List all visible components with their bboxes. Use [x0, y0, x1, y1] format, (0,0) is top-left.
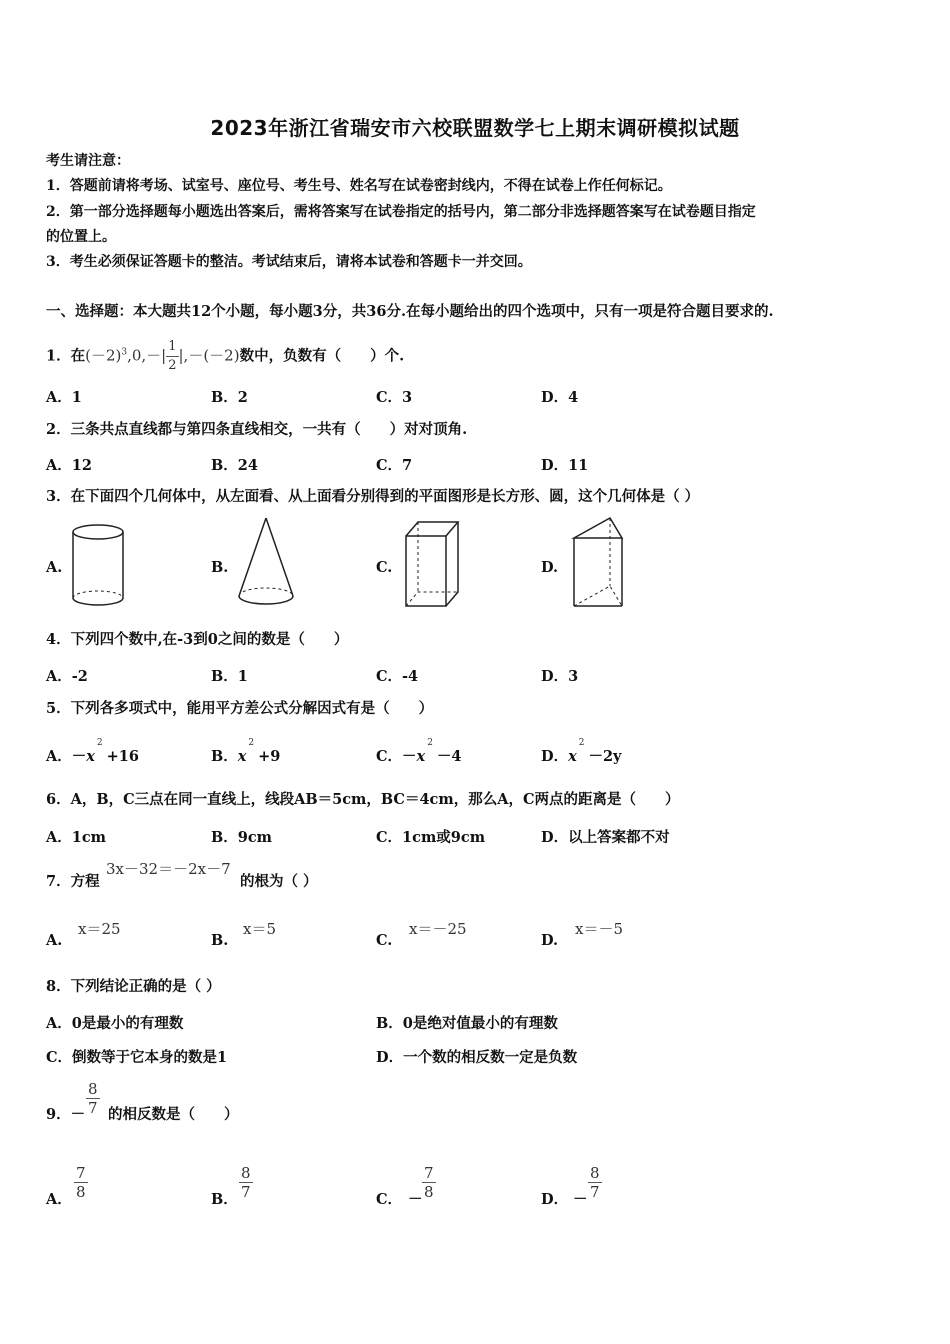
q1-option-c: C．3 — [376, 389, 413, 406]
q4-option-d: D．3 — [541, 668, 579, 685]
q9-option-d-label: D． — [541, 1191, 569, 1208]
q1-prefix: 1．在 — [46, 347, 86, 365]
q4-stem: 4．下列四个数中,在-3到0之间的数是（ ） — [46, 631, 349, 648]
q1-expr-a: (－2) — [85, 346, 122, 365]
q6-option-a: A．1cm — [46, 829, 107, 846]
q3-option-c-label: C. — [376, 559, 393, 576]
q9-option-a-den: 8 — [76, 1183, 86, 1201]
q5-option-c-var: x — [416, 748, 426, 765]
q9-option-c-fraction — [422, 1164, 436, 1201]
q7-option-a-value: x＝25 — [78, 920, 121, 938]
q9-option-c-label: C． — [376, 1191, 403, 1208]
q7-option-d-label: D. — [541, 932, 559, 949]
rectangular-prism-icon — [402, 520, 464, 610]
q5-option-c-exp: 2 — [427, 738, 433, 748]
q1-expr-b: ,0,－| — [127, 346, 167, 365]
q9-fraction-numerator: 8 — [88, 1080, 98, 1098]
q1-fraction — [166, 338, 178, 375]
q7-option-d-value: x＝－5 — [575, 920, 624, 938]
q5-stem: 5．下列各多项式中，能用平方差公式分解因式有是（ ） — [46, 700, 434, 717]
q2-stem: 2．三条共点直线都与第四条直线相交，一共有（ ）对对顶角. — [46, 421, 468, 438]
q3-option-a-label: A. — [46, 559, 63, 576]
q5-option-a-var: x — [86, 748, 95, 765]
q6-option-b: B．9cm — [211, 829, 273, 846]
q4-option-a: A．-2 — [46, 668, 88, 685]
q9-option-d-sign: － — [573, 1191, 588, 1208]
q2-option-a: A．12 — [46, 457, 92, 474]
q9-fraction — [86, 1080, 100, 1117]
q5-option-d-exp: 2 — [578, 738, 585, 748]
q2-option-b: B．24 — [211, 457, 258, 474]
q2-option-c: C．7 — [376, 457, 413, 474]
q5-option-a-rest: +16 — [106, 748, 139, 765]
q6-stem: 6．A，B，C三点在同一直线上，线段AB＝5cm，BC＝4cm，那么A，C两点的距离是（ ） — [46, 791, 680, 808]
q5-option-c-sign: － — [402, 748, 417, 765]
q5-option-d — [541, 738, 622, 766]
q4-option-b: B．1 — [211, 668, 248, 685]
q5-option-d-var: x — [568, 748, 577, 765]
q9-option-a-num: 7 — [76, 1164, 86, 1182]
q6-option-c: C．1cm或9cm — [376, 829, 486, 846]
q1-fraction-denominator: 2 — [168, 358, 177, 373]
q1-option-b: B．2 — [211, 389, 248, 406]
q1-option-d: D．4 — [541, 389, 579, 406]
q1-fraction-numerator: 1 — [166, 338, 178, 357]
q9-option-b-label: B． — [211, 1191, 238, 1208]
q9-option-c-sign: － — [408, 1191, 423, 1208]
q9-option-c-num: 7 — [424, 1164, 434, 1182]
q7-option-c-value: x＝－25 — [409, 920, 467, 938]
notice-2: 2．第一部分选择题每小题选出答案后，需将答案写在试卷指定的括号内，第二部分非选择题答案写在试卷题目指定 — [46, 204, 756, 220]
q9-fraction-denominator: 7 — [88, 1099, 98, 1117]
q9-option-b-den: 7 — [241, 1183, 251, 1201]
q8-option-c: C．倒数等于它本身的数是1 — [46, 1049, 228, 1066]
q9-option-d-den: 7 — [590, 1183, 600, 1201]
q8-stem: 8．下列结论正确的是（ ） — [46, 978, 221, 995]
q5-option-c — [376, 738, 462, 766]
q1-expr-a-exponent: 3 — [121, 347, 128, 358]
q7-option-a-label: A. — [46, 932, 63, 949]
q3-option-d-label: D. — [541, 559, 559, 576]
cylinder-icon — [70, 522, 130, 608]
q9-option-c-den: 8 — [424, 1183, 434, 1201]
triangular-prism-icon — [568, 516, 630, 610]
q5-option-b-rest: +9 — [258, 748, 281, 765]
q5-option-b-var: x — [237, 748, 247, 765]
q5-option-a — [46, 738, 139, 766]
q5-option-b-label: B． — [211, 748, 238, 765]
notice-2-cont: 的位置上。 — [46, 229, 116, 245]
q3-stem: 3．在下面四个几何体中，从左面看、从上面看分别得到的平面图形是长方形、圆，这个几何体是（ ） — [46, 488, 700, 505]
q1-stem — [46, 338, 404, 375]
q2-option-d: D．11 — [541, 457, 589, 474]
q7-suffix: 的根为（ ） — [240, 873, 318, 890]
q8-option-b: B．0是绝对值最小的有理数 — [376, 1015, 558, 1032]
q5-option-a-exp: 2 — [96, 738, 103, 748]
q8-option-a: A．0是最小的有理数 — [46, 1015, 184, 1032]
section-heading: 一、选择题：本大题共12个小题，每小题3分，共36分.在每小题给出的四个选项中，只有一项是符合题目要求的. — [46, 303, 774, 320]
q9-option-a-fraction — [74, 1164, 88, 1201]
q9-prefix: 9．－ — [46, 1106, 86, 1123]
cone-icon — [236, 516, 298, 608]
q7-option-b-value: x＝5 — [243, 920, 277, 938]
q4-option-c: C．-4 — [376, 668, 419, 685]
q7-prefix: 7．方程 — [46, 873, 100, 890]
q8-option-d: D．一个数的相反数一定是负数 — [376, 1049, 578, 1066]
q9-option-d-fraction — [588, 1164, 602, 1201]
q7-option-b-label: B. — [211, 932, 229, 949]
q9-option-b-fraction — [239, 1164, 253, 1201]
q6-option-d: D．以上答案都不对 — [541, 829, 670, 846]
q5-option-d-rest: －2y — [588, 748, 622, 765]
notice-heading: 考生请注意： — [46, 153, 130, 169]
q1-expr-c: |,－(－2) — [178, 346, 240, 365]
q5-option-d-label: D． — [541, 748, 569, 765]
q9-option-b-num: 8 — [241, 1164, 251, 1182]
q9-option-a-label: A． — [46, 1191, 72, 1208]
q1-option-a: A．1 — [46, 389, 82, 406]
q5-option-c-rest: －4 — [436, 748, 462, 765]
q7-equation: 3x－32＝－2x－7 — [106, 860, 231, 878]
q1-suffix: 数中，负数有（ ）个. — [239, 347, 405, 365]
q9-option-d-num: 8 — [590, 1164, 600, 1182]
q5-option-b-exp: 2 — [248, 738, 255, 748]
exam-title: 2023年浙江省瑞安市六校联盟数学七上期末调研模拟试题 — [210, 116, 740, 140]
q3-option-b-label: B. — [211, 559, 229, 576]
q7-option-c-label: C. — [376, 932, 393, 949]
q9-suffix: 的相反数是（ ） — [108, 1106, 239, 1123]
q5-option-c-label: C． — [376, 748, 403, 765]
q5-option-b — [211, 738, 281, 766]
q5-option-a-label: A． — [46, 748, 72, 765]
q5-option-a-sign: － — [71, 748, 87, 765]
notice-3: 3．考生必须保证答题卡的整洁。考试结束后，请将本试卷和答题卡一并交回。 — [46, 254, 532, 270]
notice-1: 1．答题前请将考场、试室号、座位号、考生号、姓名写在试卷密封线内，不得在试卷上作任何标记。 — [46, 178, 672, 194]
